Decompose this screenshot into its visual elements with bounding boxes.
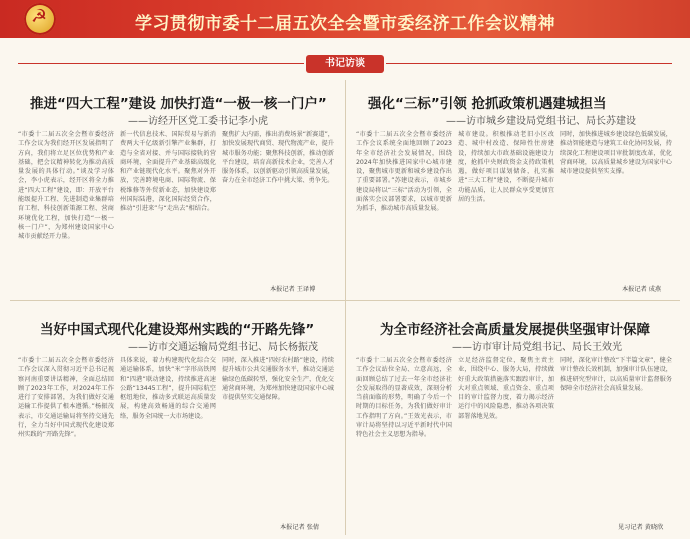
article-column: 同时，深入推进“四好农村路”建设，持续提升城市公共交通服务水平，推动交通运输绿色低碳转型，强化安全生产，优化交通营商环境，为郑州加快建设国家中心城市提供坚实交通保障。 <box>222 357 334 402</box>
article-column: 城市建设。积极推动老旧小区改造、城中村改造、保障性住房建设，持续加大市政基础设施建设力度，抢抓中央财政资金支持政策机遇，做好项目谋划储备，扎实推进“三大工程”建设，不断提升城市功能品质，让人民群众享受更加宜居的生活。 <box>458 131 554 204</box>
article-subhead: ——访经开区党工委书记李小虎 <box>128 116 268 127</box>
article-column: 新一代信息技术、国际贸易与新消费两大千亿级新引擎产业集群，打造与全省对接、并与国际接轨的营商环境，全面提升产业基础高级化和产业链现代化水平。聚焦对外开放，完善跨境电商、国际物流、保税维修等外贸新业态，加快建设郑州国际陆港，深化国际经贸合作，推动“引进来”与“走出去”相结合。 <box>120 131 216 213</box>
article-column: 具体来说，着力构建现代化综合交通运输体系，加快“米”字形高铁网和“四港”联动建设，持续推进高速公路“13445工程”，提升国际航空枢纽地位，推动多式联运高质量发展，构建高效畅通的综合交通网络，服务全国统一大市场建设。 <box>120 357 216 420</box>
article-byline: 本报记者 成燕 <box>622 286 662 293</box>
article-headline: 当好中国式现代化建设郑州实践的“开路先锋” <box>40 322 315 338</box>
article-column: 同时，深化审计整改“下半篇文章”，健全审计整改长效机制，加强审计队伍建设，推进研究型审计，以高质量审计监督服务保障全市经济社会高质量发展。 <box>560 357 672 392</box>
header-banner <box>0 0 690 38</box>
article-column: 聚焦扩大内需，推出消费场景“新赛道”，加快发展现代商贸、现代物流产业，提升城市服务功能；聚焦科技创新，推动创新平台建设，培育高新技术企业，完善人才服务体系，以创新驱动引领高质量发展，奋力在全市经济工作中挑大梁、勇争先。 <box>222 131 334 185</box>
article-headline: 为全市经济社会高质量发展提供坚强审计保障 <box>380 322 650 338</box>
article-byline: 本报记者 王译博 <box>270 286 316 293</box>
article-column: “市委十二届五次全会暨市委经济工作会议为我们经开区发展指明了方向，我们将立足区位优势和产业基础，把会议精神转化为推动高质量发展的具体行动。”谈及学习体会，李小虎表示，经开区将全力推进“四大工程”建设，即：开放平台能级提升工程、先进制造业集群培育工程、科技创新策源工程、营商环境优化工程，加快打造“一极一核一门户”，为郑州建设国家中心城市贡献经开力量。 <box>18 131 114 241</box>
middle-divider <box>10 300 680 301</box>
tag-rule-left <box>18 63 304 64</box>
article-subhead: ——访市审计局党组书记、局长王效光 <box>452 342 622 353</box>
tag-rule-right <box>386 63 672 64</box>
article-column: “市委十二届五次全会暨市委经济工作会议深入贯彻习近平总书记视察河南重要讲话精神，全面总结回顾了2023年工作，对2024年工作进行了安排部署，为我们做好交通运输工作提供了根本遵循。”杨振茂表示，市交通运输局将坚持交通先行，全力当好中国式现代化建设郑州实践的“开路先锋”。 <box>18 357 114 439</box>
article-byline: 本报记者 张倩 <box>280 524 320 531</box>
center-divider <box>345 80 346 535</box>
article-column: “市委十二届五次全会暨市委经济工作会议站位全局、立意高远，全面回顾总结了过去一年全市经济社会发展取得的显著成效，深刻分析当前面临的形势，明确了今后一个时期的目标任务，为我们做好审计工作指明了方向。”王效光表示，市审计局将坚持以习近平新时代中国特色社会主义思想为指导。 <box>356 357 452 439</box>
banner-title: 学习贯彻市委十二届五次全会暨市委经济工作会议精神 <box>135 14 555 34</box>
article-byline: 见习记者 黄晓欣 <box>618 524 664 531</box>
column-tag: 书记访谈 <box>306 55 384 73</box>
article-column: 同时，加快推进城乡建设绿色低碳发展，推动智能建造与建筑工业化协同发展，持续深化工程建设项目审批制度改革，优化营商环境，以高质量城乡建设为国家中心城市建设提供坚实支撑。 <box>560 131 672 176</box>
article-column: “市委十二届五次全会暨市委经济工作会议系统全面地回顾了2023年全市经济社会发展情况，围绕2024年加快推进国家中心城市建设，聚焦城市更新和城乡建设作出了重要部署。”苏建设表示，市城乡建设局将以“三标”活动为引领，全面落实会议部署要求，以城市更新为抓手，推动城市高质量发展。 <box>356 131 452 213</box>
article-subhead: ——访市交通运输局党组书记、局长杨振茂 <box>128 342 318 353</box>
article-headline: 强化“三标”引领 抢抓政策机遇建城担当 <box>368 96 607 112</box>
article-headline: 推进“四大工程”建设 加快打造“一极一核一门户” <box>30 96 327 112</box>
article-subhead: ——访市城乡建设局党组书记、局长苏建设 <box>446 116 636 127</box>
article-column: 立足经济监督定位，聚焦主责主业，围绕中心、服务大局，持续做好重大政策措施落实跟踪审计，加大对重点领域、重点资金、重点项目的审计监督力度，着力揭示经济运行中的风险隐患，推动各项决策部署落地见效。 <box>458 357 554 420</box>
